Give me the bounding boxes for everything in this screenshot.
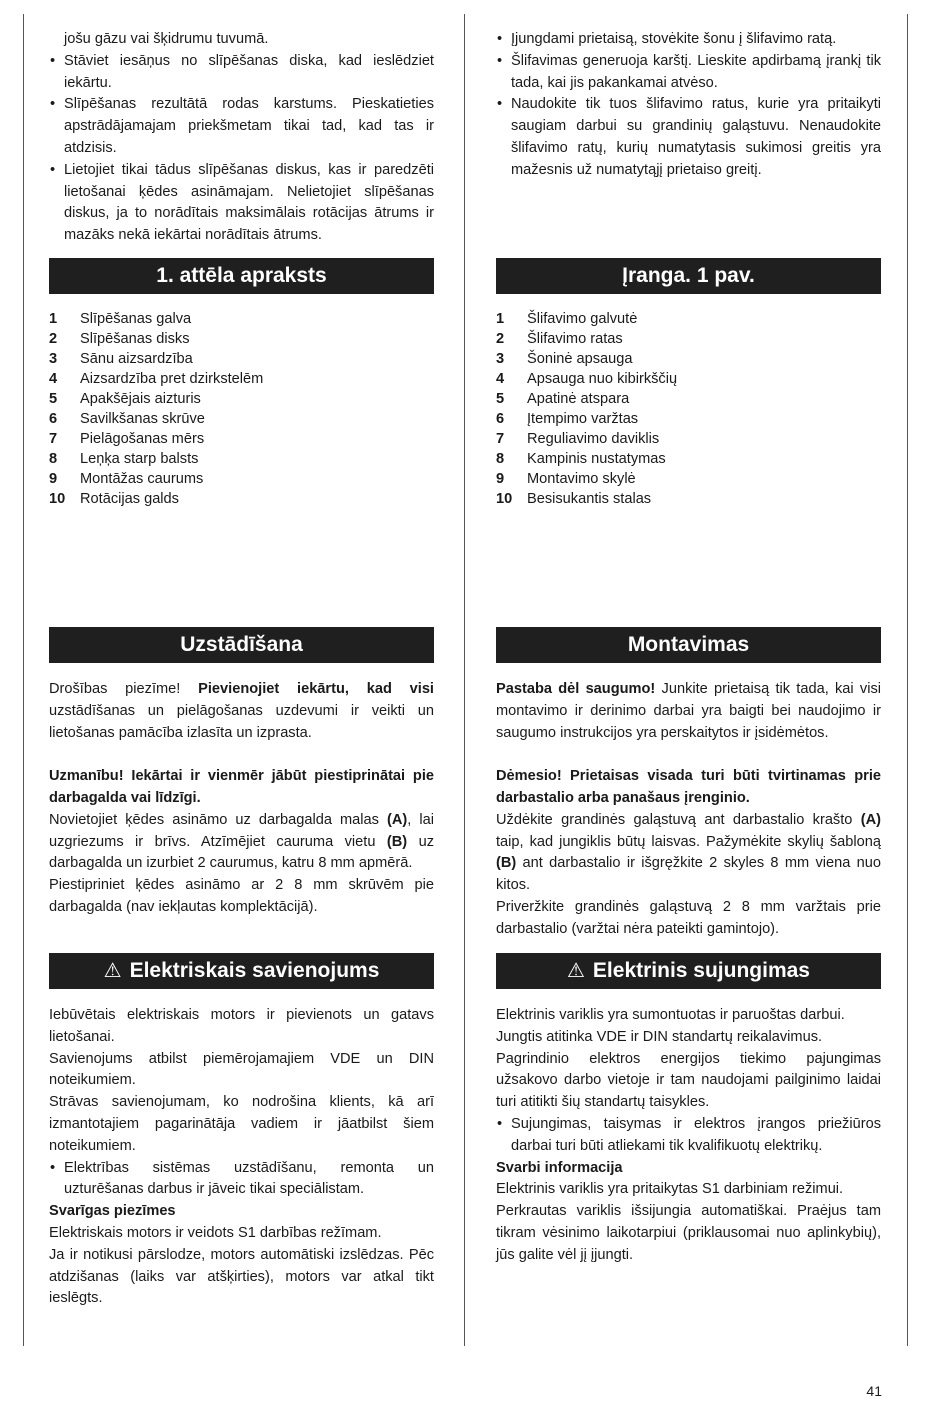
install-paragraph: Piestipriniet ķēdes asināmo ar 2 8 mm skrūvēm pie darbagalda (nav iekļautas komplektācijā). bbox=[49, 877, 434, 915]
important-notes-heading: Svarīgas piezīmes bbox=[49, 1203, 176, 1220]
table-row: 5 Apatinė atspara bbox=[496, 391, 630, 407]
electrical-paragraph: Pagrindinio elektros energijos tiekimo pajungimas užsakovo darbo vietoje ir tam naudojami pailginimo laidai turi atitikti šių standartų taisykles. bbox=[496, 1050, 881, 1111]
table-row: 4 Aizsardzība pret dzirkstelēm bbox=[49, 371, 264, 387]
list-item: • Elektrības sistēmas uzstādīšanu, remonta un uzturēšanas darbus ir jāveic tikai speciālistam. bbox=[49, 1158, 434, 1202]
table-row: 8 Leņķa starp balsts bbox=[49, 451, 199, 467]
install-section bbox=[49, 679, 434, 919]
table-row: 10 Rotācijas galds bbox=[49, 491, 179, 507]
install-paragraph: Uždėkite grandinės galąstuvą ant darbastalio krašto (A) taip, kad jungiklis būtų laisvas. Pažymėkite skylių šabloną (B) ant darbastalio ir išgręžkite 2 skyles 8 mm viena nuo kitos. bbox=[496, 811, 881, 894]
list-item: • Įjungdami prietaisą, stovėkite šonu į šlifavimo ratą. bbox=[496, 29, 881, 51]
table-row: 6 Savilkšanas skrūve bbox=[49, 411, 205, 427]
table-row: 1 Slīpēšanas galva bbox=[49, 311, 192, 327]
electrical-paragraph: Jungtis atitinka VDE ir DIN standartų reikalavimus. bbox=[496, 1028, 823, 1045]
safety-intro bbox=[49, 29, 434, 247]
table-row: 10 Besisukantis stalas bbox=[496, 491, 652, 507]
electrical-paragraph: Perkrautas variklis išsijungia automatiškai. Praėjus tam tikram vėsinimo laikotarpiui (priklausomai nuo aplinkybių), jūs galite vėl jį įjungti. bbox=[496, 1203, 881, 1263]
electrical-paragraph: Elektrinis variklis yra pritaikytas S1 darbiniam režimui. bbox=[496, 1181, 844, 1198]
important-info-heading: Svarbi informacija bbox=[496, 1159, 623, 1176]
electrical-paragraph: Ja ir notikusi pārslodze, motors automātiski izslēdzas. Pēc atdzišanas (laiks var atšķirties), motors var atkal tikt ieslēgts. bbox=[49, 1246, 434, 1307]
table-row: 8 Kampinis nustatymas bbox=[496, 451, 666, 467]
parts-list bbox=[49, 309, 263, 509]
electrical-paragraph: Elektriskais motors ir veidots S1 darbības režīmam. bbox=[49, 1224, 382, 1241]
table-row: 7 Reguliavimo daviklis bbox=[496, 431, 660, 447]
warning-icon: ⚠ bbox=[103, 960, 122, 982]
install-heading: Montavimas bbox=[496, 627, 881, 663]
electrical-bullets bbox=[49, 1158, 434, 1202]
electrical-paragraph: Elektrinis variklis yra sumontuotas ir paruoštas darbui. bbox=[496, 1007, 845, 1023]
electrical-paragraph: Savienojums atbilst piemērojamajiem VDE un DIN noteikumiem. bbox=[49, 1050, 434, 1089]
attention-note: Dėmesio! Prietaisas visada turi būti tvirtinamas prie darbastalio arba panašaus įrenginio. bbox=[496, 768, 881, 806]
install-section bbox=[496, 679, 881, 941]
electrical-paragraph: Iebūvētais elektriskais motors ir pievienots un gatavs lietošanai. bbox=[49, 1007, 434, 1045]
figure-heading: Įranga. 1 pav. bbox=[496, 258, 881, 294]
list-item: • Naudokite tik tuos šlifavimo ratus, kurie yra pritaikyti saugiam darbui su grandinių galąstuvu. Nenaudokite šlifavimo ratų, kurių numatytasis sukimosi greitis yra mažesnis už numatytąjį prietaiso greitį. bbox=[496, 94, 881, 181]
safety-note: Pastaba dėl saugumo! Junkite prietaisą tik tada, kai visi montavimo ir derinimo darbai yra baigti bei naudojimo ir saugumo instrukcijos yra perskaitytos ir įsidėmėtos. bbox=[496, 681, 881, 741]
intro-bullets bbox=[49, 51, 434, 247]
list-item: • Lietojiet tikai tādus slīpēšanas diskus, kas ir paredzēti lietošanai ķēdes asināmajam. Nelietojiet slīpēšanas diskus, ja to norādītais maksimālais rotācijas ātrums ir mazāks nekā iekārtai norādītais ātrums. bbox=[49, 160, 434, 247]
safety-intro bbox=[496, 29, 881, 182]
table-row: 7 Pielāgošanas mērs bbox=[49, 431, 205, 447]
table-row: 9 Montavimo skylė bbox=[496, 471, 636, 487]
warning-icon: ⚠ bbox=[566, 960, 585, 982]
right-margin-line bbox=[907, 14, 908, 1346]
list-item: • Slīpēšanas rezultātā rodas karstums. Pieskatieties apstrādājamajam priekšmetam tikai tad, kad tas ir atdzisis. bbox=[49, 94, 434, 159]
left-margin-line bbox=[23, 14, 24, 1346]
table-row: 9 Montāžas caurums bbox=[49, 471, 204, 487]
electrical-heading: ⚠ Elektrinis sujungimas bbox=[496, 953, 881, 989]
table-row: 5 Apakšējais aizturis bbox=[49, 391, 201, 407]
electrical-paragraph: Strāvas savienojumam, ko nodrošina klients, kā arī izmantotajiem pagarinātāja vadiem ir jāatbilst šiem noteikumiem. bbox=[49, 1094, 434, 1154]
table-row: 6 Įtempimo varžtas bbox=[496, 411, 639, 427]
table-row: 3 Šoninė apsauga bbox=[496, 351, 633, 367]
list-item: • Sujungimas, taisymas ir elektros įrangos priežiūros darbai turi būti atliekami tik kvalifikuotų elektrikų. bbox=[496, 1114, 881, 1158]
page-number: 41 bbox=[866, 1383, 882, 1399]
table-row: 2 Šlifavimo ratas bbox=[496, 331, 623, 347]
electrical-section bbox=[496, 1005, 881, 1267]
center-divider-line bbox=[464, 14, 465, 1346]
install-paragraph: Priveržkite grandinės galąstuvą 2 8 mm varžtais prie darbastalio (varžtai nėra pateikti gamintojo). bbox=[496, 898, 881, 937]
parts-list bbox=[496, 309, 677, 509]
electrical-heading: ⚠ Elektriskais savienojums bbox=[49, 953, 434, 989]
install-paragraph: Novietojiet ķēdes asināmo uz darbagalda malas (A), lai uzgriezums ir brīvs. Atzīmējiet cauruma vietu (B) uz darbagalda un izurbiet 2 caurumus, katru 8 mm apmērā. bbox=[49, 811, 435, 872]
electrical-section bbox=[49, 1005, 434, 1310]
electrical-bullets bbox=[496, 1114, 881, 1158]
intro-continuation: jošu gāzu vai šķidrumu tuvumā. bbox=[64, 31, 269, 47]
safety-note: Drošības piezīme! Pievienojiet iekārtu, kad visi uzstādīšanas un pielāgošanas uzdevumi ir veikti un lietošanas pamācība izlasīta un izprasta. bbox=[49, 681, 434, 741]
list-item: • Stāviet iesāņus no slīpēšanas diska, kad ieslēdziet iekārtu. bbox=[49, 51, 434, 95]
figure-heading: 1. attēla apraksts bbox=[49, 258, 434, 294]
list-item: • Šlifavimas generuoja karštį. Lieskite apdirbamą įrankį tik tada, kai jis pakankamai atvėso. bbox=[496, 51, 881, 95]
install-heading: Uzstādīšana bbox=[49, 627, 434, 663]
table-row: 3 Sānu aizsardzība bbox=[49, 351, 193, 367]
table-row: 2 Slīpēšanas disks bbox=[49, 331, 190, 347]
table-row: 1 Šlifavimo galvutė bbox=[496, 311, 638, 327]
intro-bullets bbox=[496, 29, 881, 182]
table-row: 4 Apsauga nuo kibirkščių bbox=[496, 371, 678, 387]
attention-note: Uzmanību! Iekārtai ir vienmēr jābūt piestiprinātai pie darbagalda vai līdzīgi. bbox=[49, 768, 434, 806]
